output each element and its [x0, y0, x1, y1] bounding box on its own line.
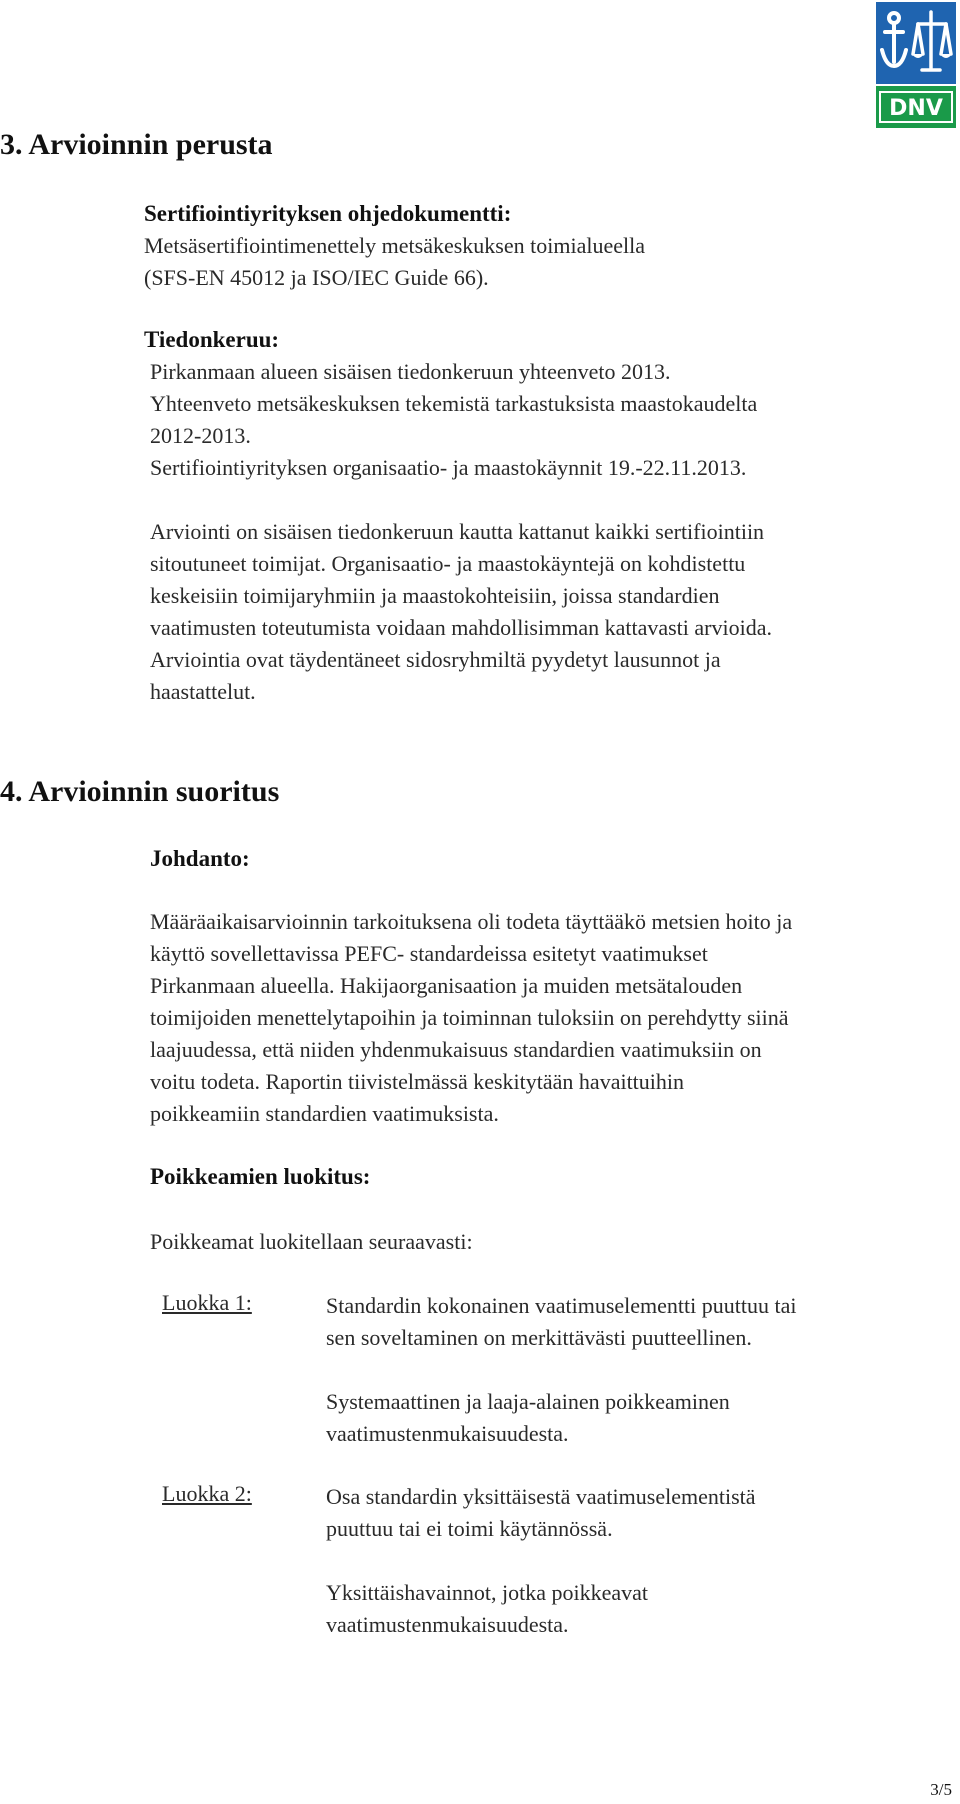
assessment-line: sitoutuneet toimijat. Organisaatio- ja maastokäyntejä on kohdistettu	[150, 551, 746, 576]
intro-line: Määräaikaisarvioinnin tarkoituksena oli todeta täyttääkö metsien hoito ja	[150, 909, 793, 934]
intro-line: Pirkanmaan alueella. Hakijaorganisaation ja muiden metsätalouden	[150, 973, 743, 998]
class-1-desc: sen soveltaminen on merkittävästi puutteellinen.	[326, 1325, 752, 1350]
classification-intro: Poikkeamat luokitellaan seuraavasti:	[150, 1229, 473, 1254]
class-1-desc: Standardin kokonainen vaatimuselementti puuttuu tai	[326, 1293, 797, 1318]
class-2-desc: vaatimustenmukaisuudesta.	[326, 1612, 569, 1637]
guide-title: Sertifiointiyrityksen ohjedokumentti:	[144, 201, 512, 226]
assessment-line: Arviointi on sisäisen tiedonkeruun kautta kattanut kaikki sertifiointiin	[150, 519, 765, 544]
data-line: Sertifiointiyrityksen organisaatio- ja maastokäynnit 19.-22.11.2013.	[150, 455, 747, 480]
data-line: Pirkanmaan alueen sisäisen tiedonkeruun yhteenveto 2013.	[150, 359, 671, 384]
intro-title: Johdanto:	[150, 846, 250, 871]
intro-line: laajuudessa, että niiden yhdenmukaisuus standardien vaatimuksiin on	[150, 1037, 762, 1062]
intro-line: toimijoiden menettelytapoihin ja toiminnan tuloksiin on perehdytty siinä	[150, 1005, 789, 1030]
classification-title: Poikkeamien luokitus:	[150, 1164, 371, 1189]
data-collection-title: Tiedonkeruu:	[144, 327, 280, 352]
guide-line: Metsäsertifiointimenettely metsäkeskuksen toimialueella	[144, 233, 645, 258]
class-2-desc: Yksittäishavainnot, jotka poikkeavat	[326, 1580, 648, 1605]
guide-line: (SFS-EN 45012 ja ISO/IEC Guide 66).	[144, 265, 489, 290]
class-2-label: Luokka 2:	[162, 1481, 252, 1506]
assessment-line: keskeisiin toimijaryhmiin ja maastokohteisiin, joissa standardien	[150, 583, 720, 608]
section-3-heading: 3. Arvioinnin perusta	[0, 128, 273, 161]
intro-line: poikkeamiin standardien vaatimuksista.	[150, 1101, 499, 1126]
dnv-logo	[876, 2, 956, 128]
section-4-heading: 4. Arvioinnin suoritus	[0, 775, 280, 808]
assessment-line: haastattelut.	[150, 679, 256, 704]
dnv-logo-text: DNV	[889, 96, 943, 121]
intro-line: käyttö sovellettavissa PEFC- standardeissa esitetyt vaatimukset	[150, 941, 708, 966]
class-1-desc: vaatimustenmukaisuudesta.	[326, 1421, 569, 1446]
class-1-label: Luokka 1:	[162, 1290, 252, 1315]
data-line: 2012-2013.	[150, 423, 251, 448]
class-2-desc: puuttuu tai ei toimi käytännössä.	[326, 1516, 613, 1541]
page-number: 3/5	[930, 1780, 952, 1799]
assessment-line: Arviointia ovat täydentäneet sidosryhmiltä pyydetyt lausunnot ja	[150, 647, 721, 672]
assessment-line: vaatimusten toteutumista voidaan mahdollisimman kattavasti arvioida.	[150, 615, 772, 640]
intro-line: voitu todeta. Raportin tiivistelmässä keskitytään havaittuihin	[150, 1069, 685, 1094]
class-1-desc: Systemaattinen ja laaja-alainen poikkeaminen	[326, 1389, 730, 1414]
data-line: Yhteenveto metsäkeskuksen tekemistä tarkastuksista maastokaudelta	[150, 391, 758, 416]
class-2-desc: Osa standardin yksittäisestä vaatimuselementistä	[326, 1484, 756, 1509]
